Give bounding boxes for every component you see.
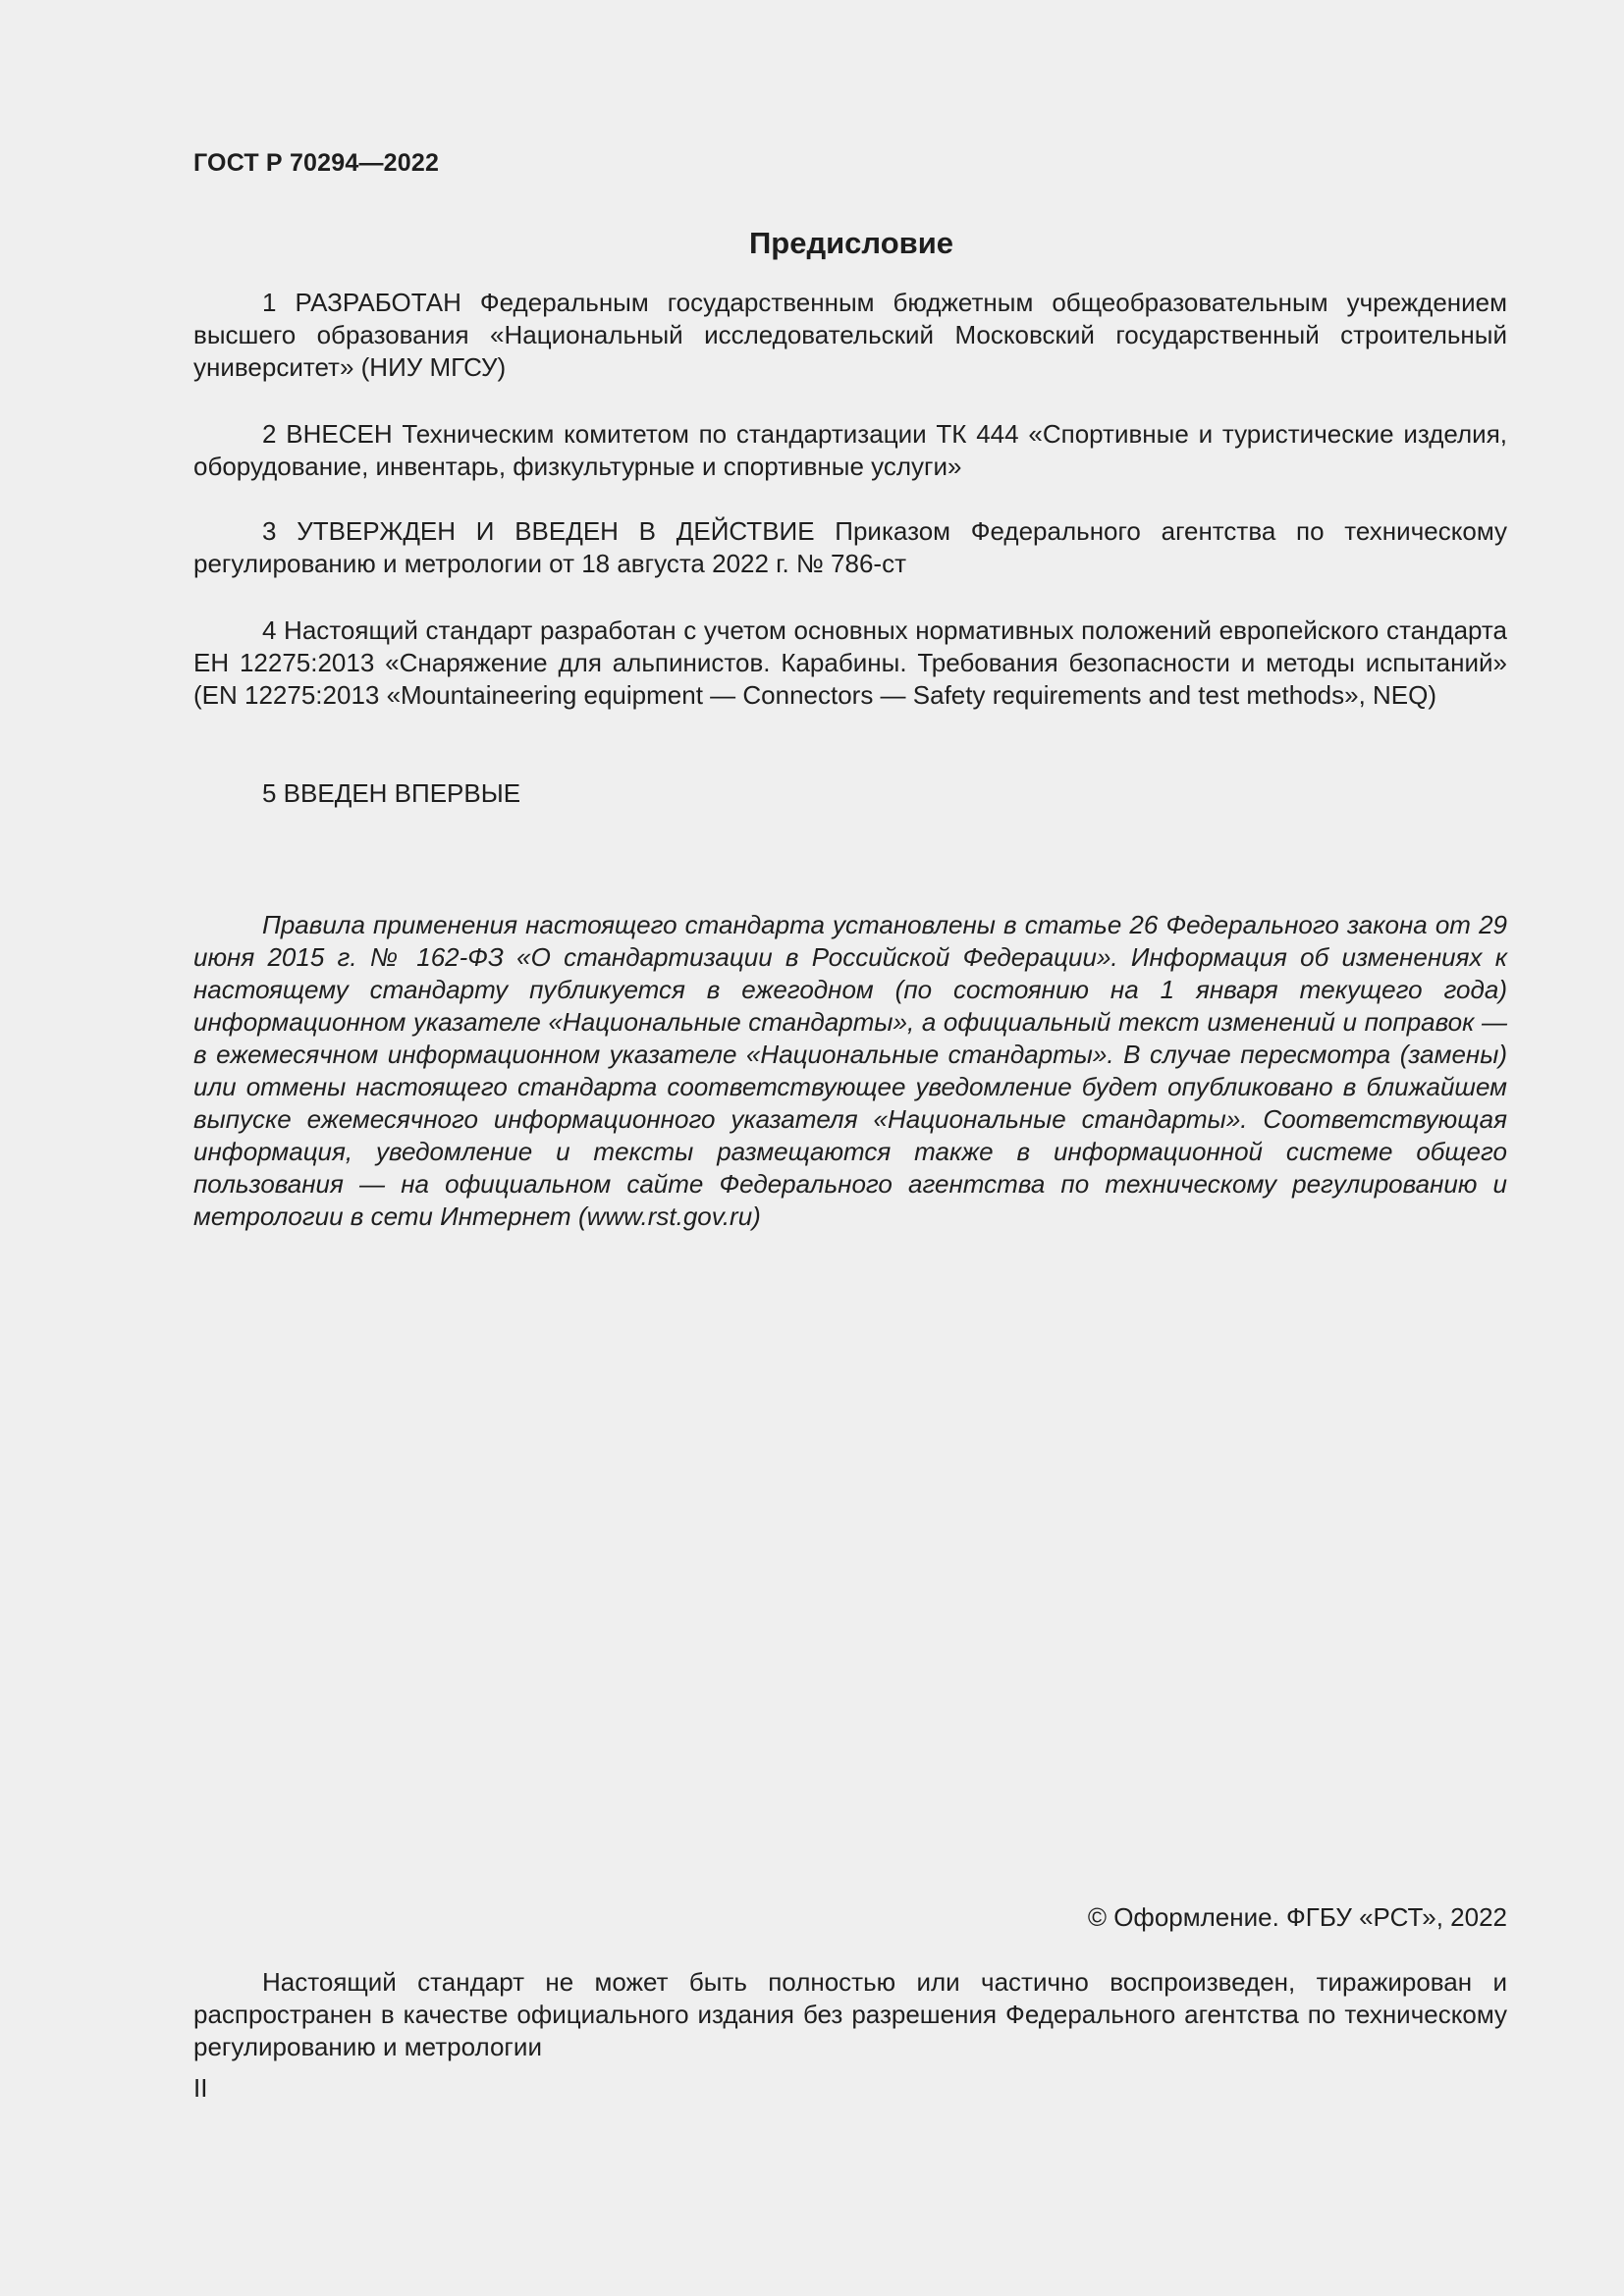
page-number: II: [193, 2073, 208, 2103]
copyright-notice: © Оформление. ФГБУ «РСТ», 2022: [1087, 1902, 1507, 1932]
foreword-item-developed: 1 РАЗРАБОТАН Федеральным государственным бюджетным общеобразовательным учреждением высшего образования «Национальный исследовательский Московский государственный строительный университет» (НИУ МГСУ): [193, 288, 1507, 382]
foreword-item-approved: 3 УТВЕРЖДЕН И ВВЕДЕН В ДЕЙСТВИЕ Приказом Федерального агентства по техническому регулированию и метрологии от 18 августа 2022 г. № 786-ст: [193, 516, 1507, 578]
foreword-item-first-introduced: 5 ВВЕДЕН ВПЕРВЫЕ: [262, 778, 521, 808]
foreword-title: Предисловие: [748, 226, 953, 260]
document-code: ГОСТ Р 70294—2022: [193, 149, 440, 177]
application-rules-paragraph: Правила применения настоящего стандарта установлены в статье 26 Федерального закона от 29 июня 2015 г. № 162-ФЗ «О стандартизации в Российской Федерации». Информация об изменениях к настоящему стандарту публикуется в ежегодном (по состоянию на 1 января текущего года) информационном указателе «Национальные стандарты», а официальный текст изменений и поправок — в ежемесячном информационном указателе «Национальные стандарты». В случае пересмотра (замены) или отмены настоящего стандарта соответствующее уведомление будет опубликовано в ближайшем выпуске ежемесячного информационного указателя «Национальные стандарты». Соответствующая информация, уведомление и тексты размещаются также в информационной системе общего пользования — на официальном сайте Федерального агентства по техническому регулированию и метрологии в сети Интернет (www.rst.gov.ru): [193, 910, 1507, 1231]
foreword-item-introduced: 2 ВНЕСЕН Техническим комитетом по стандартизации ТК 444 «Спортивные и туристические изделия, оборудование, инвентарь, физкультурные и спортивные услуги»: [193, 419, 1507, 481]
foreword-item-based-on: 4 Настоящий стандарт разработан с учетом основных нормативных положений европейского стандарта ЕН 12275:2013 «Снаряжение для альпинистов. Карабины. Требования безопасности и методы испытаний» (EN 12275:2013 «Mountaineering equipment — Connectors — Safety requirements and test methods», NEQ): [193, 615, 1507, 710]
reproduction-notice: Настоящий стандарт не может быть полностью или частично воспроизведен, тиражирован и распространен в качестве официального издания без разрешения Федерального агентства по техническому регулированию и метрологии: [193, 1967, 1507, 2061]
